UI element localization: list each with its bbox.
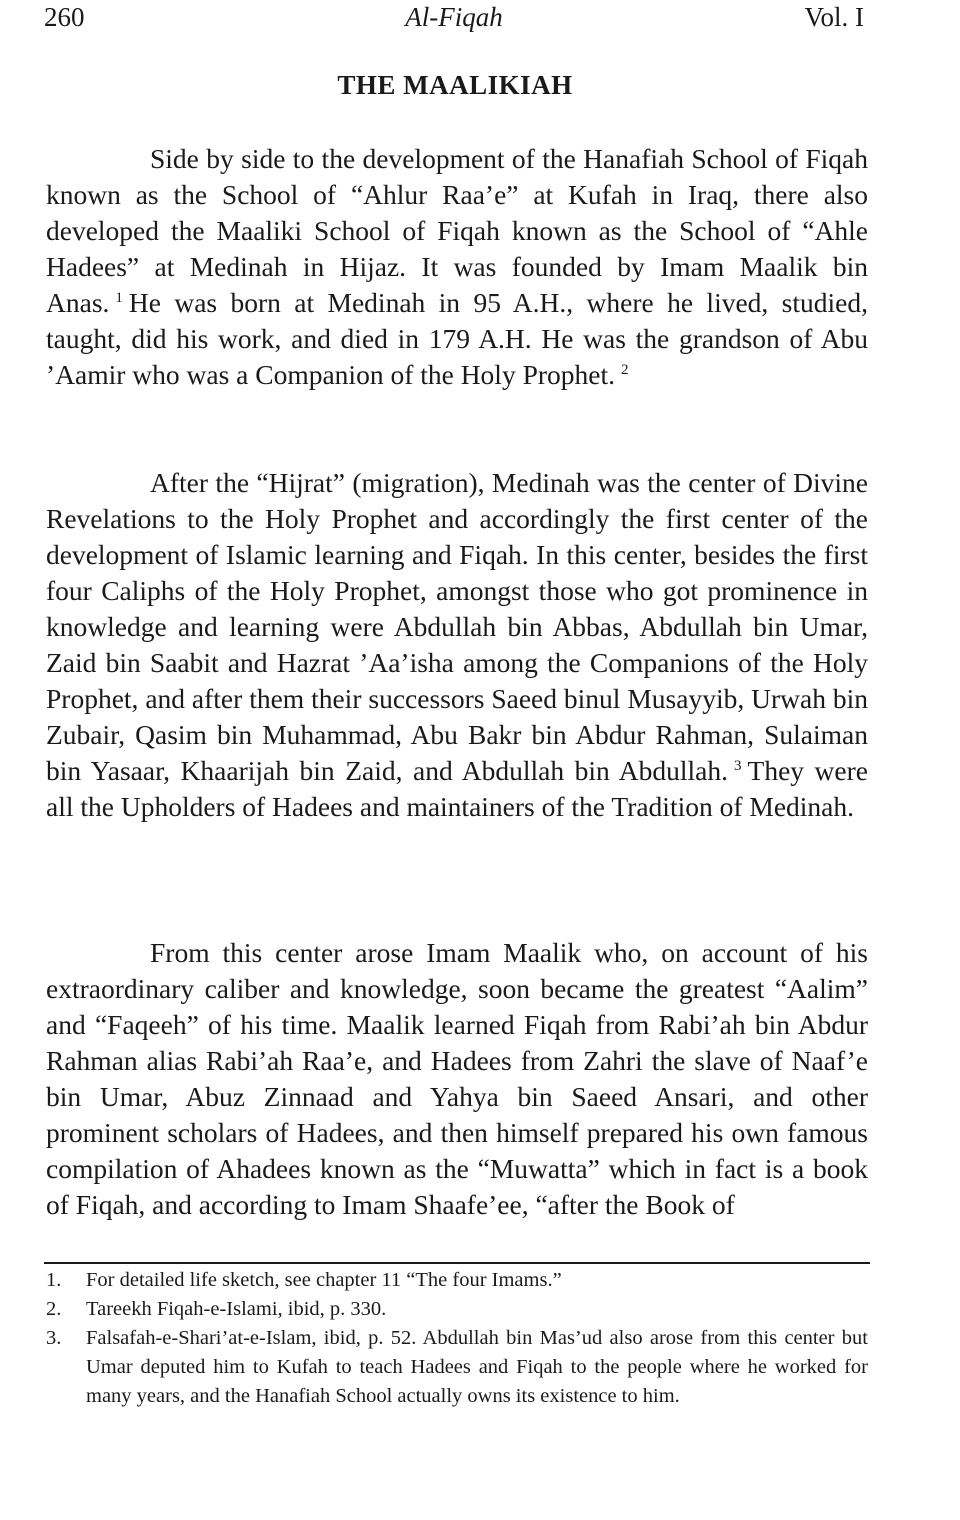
footnote-divider: [44, 1262, 870, 1264]
running-header: [44, 0, 864, 36]
paragraph-1: [46, 141, 868, 393]
paragraph-2-text-a: After the “Hijrat” (migration), Medinah was the center of Divine Revelations to the Holy Prophet and accordingly the first center of the development of Islamic learning and Fiqah. In this center, besides the first four Caliphs of the Holy Prophet, amongst those who got prominence in knowledge and learning were Abdullah bin Abbas, Abdullah bin Umar, Zaid bin Saabit and Hazrat ’Aa’isha among the Companions of the Holy Prophet, and after them their successors Saeed binul Musayyib, Urwah bin Zubair, Qasim bin Muhammad, Abu Bakr bin Abdur Rahman, Sulaiman bin Yasaar, Khaarijah bin Zaid, and Abdullah bin Abdullah.: [46, 467, 868, 786]
footnote-text: Tareekh Fiqah-e-Islami, ibid, p. 330.: [86, 1298, 387, 1320]
page-number: 260: [44, 2, 85, 32]
paragraph-1-text-a: Side by side to the development of the Hanafiah School of Fiqah known as the School of “Ahlur Raa’e” at Kufah in Iraq, there also developed the Maaliki School of Fiqah known as the School of “Ahle Hadees” at Medinah in Hijaz. It was founded by Imam Maalik bin Anas.: [46, 143, 868, 318]
footnote-number: 2.: [46, 1298, 62, 1320]
paragraph-2-text-b: They were all the Upholders of Hadees and maintainers of the Tradition of Medinah.: [46, 755, 868, 822]
paragraph-3-text: From this center arose Imam Maalik who, on account of his extraordinary caliber and knowledge, soon became the greatest “Aalim” and “Faqeeh” of his time. Maalik learned Fiqah from Rabi’ah bin Abdur Rahman alias Rabi’ah Raa’e, and Hadees from Zahri the slave of Naaf’e bin Umar, Abuz Zinnaad and Yahya bin Saeed Ansari, and other prominent scholars of Hadees, and then himself prepared his own famous compilation of Ahadees known as the “Muwatta” which in fact is a book of Fiqah, and according to Imam Shaafe’ee, “after the Book of: [46, 937, 868, 1220]
footnote-ref-2: 2: [621, 361, 629, 378]
footnote-number: 1.: [46, 1269, 62, 1291]
footnote-2: [46, 1295, 868, 1324]
footnote-1: [46, 1266, 868, 1295]
paragraph-2: [46, 465, 868, 825]
book-title: Al-Fiqah: [405, 2, 503, 32]
paragraph-3: [46, 935, 868, 1223]
footnote-ref-3: 3: [734, 757, 742, 774]
chapter-title: THE MAALIKIAH: [337, 70, 573, 100]
paragraph-1-text-b: He was born at Medinah in 95 A.H., where he lived, studied, taught, did his work, and died in 179 A.H. He was the grandson of Abu ’Aamir who was a Companion of the Holy Prophet.: [46, 287, 868, 390]
footnote-text: Falsafah-e-Shari’at-e-Islam, ibid, p. 52. Abdullah bin Mas’ud also arose from this center but Umar deputed him to Kufah to teach Hadees and Fiqah to the people where he worked for many years, and the Hanafiah School actually owns its existence to him.: [86, 1327, 868, 1407]
volume-label: Vol. I: [804, 2, 864, 32]
footnote-text: For detailed life sketch, see chapter 11 “The four Imams.”: [86, 1269, 562, 1291]
footnote-number: 3.: [46, 1327, 62, 1349]
footnote-3: [46, 1324, 868, 1411]
footnotes: [46, 1266, 868, 1411]
footnote-ref-1: 1: [115, 289, 123, 306]
